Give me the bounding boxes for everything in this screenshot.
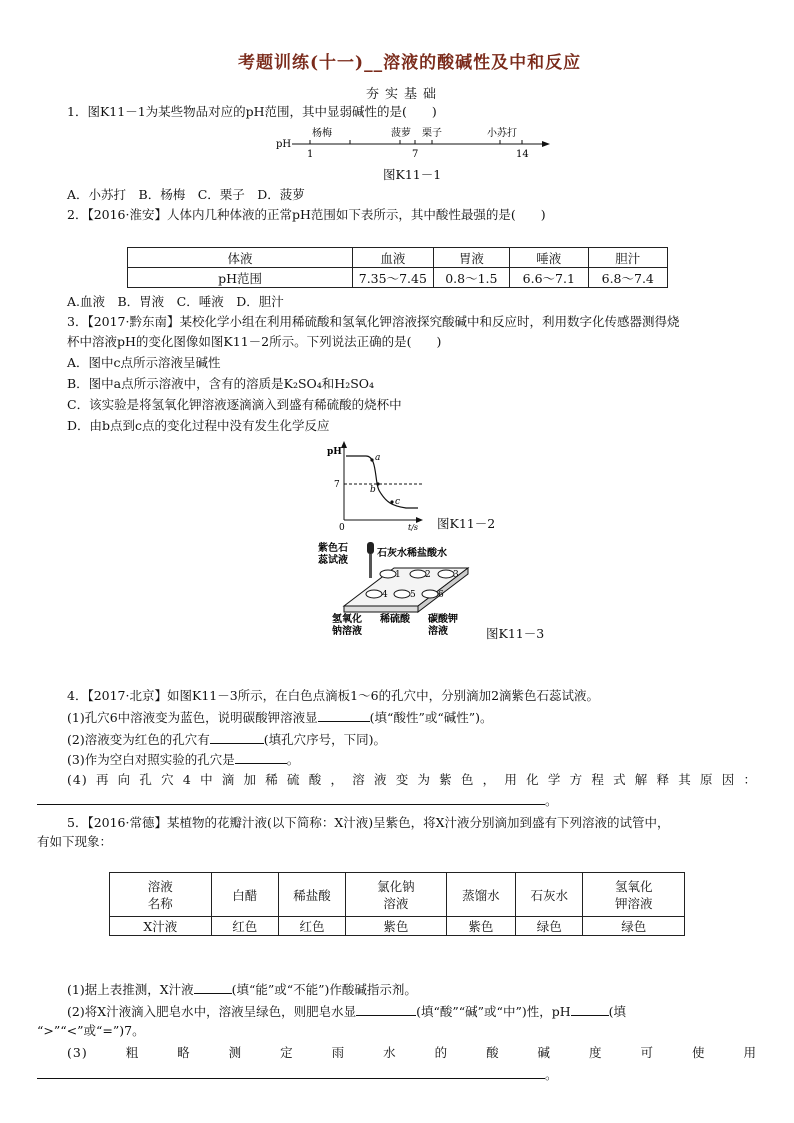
q5-part2-blank-1[interactable] (356, 1003, 416, 1016)
q5-header-cell: 石灰水 (516, 873, 583, 917)
fig3-top-labels: 石灰水稀盐酸水 (377, 548, 447, 559)
q4-part4-answer (37, 792, 558, 809)
q5-part2 (67, 1003, 626, 1020)
q3-point-b (376, 482, 379, 485)
q3-point-c-label: c (395, 497, 401, 507)
q1-axis-arrow (542, 141, 550, 147)
q2-header-cell: 唾液 (510, 248, 588, 268)
fig3-dropper-bulb (367, 542, 374, 554)
q5-header-line: 溶液 (147, 878, 173, 894)
q3-xlabel: t/s (408, 523, 419, 532)
fig3-well-2 (410, 570, 426, 578)
q4-part3-end: 。 (286, 752, 300, 767)
q5-row-cell: 红色 (278, 917, 345, 936)
q5-row-cell: 绿色 (516, 917, 583, 936)
q3-point-b-label: b (370, 485, 376, 495)
q5-row-cell: 红色 (211, 917, 278, 936)
fig3-well-label: 2 (425, 570, 431, 580)
fig3-plate-front (344, 606, 418, 612)
fig3-well-label: 5 (410, 590, 416, 600)
q5-part3-answer (37, 1066, 558, 1083)
fig3-bottom-label-h2so4: 稀硫酸 (380, 614, 410, 625)
q1-axis-label: pH (276, 139, 292, 150)
q1-label-lizi: 栗子 (422, 128, 442, 139)
q3-origin-label: 0 (339, 523, 345, 532)
section-heading: 夯实基础 (366, 87, 443, 102)
q4-part4-end: 。 (545, 793, 558, 808)
q3-point-c (390, 500, 393, 503)
q2-row-cell: 6.6～7.1 (510, 268, 588, 288)
q3-stem-line1: 3．【2017·黔东南】某校化学小组在利用稀硫酸和氢氧化钾溶液探究酸碱中和反应时，利用数字化传感器测得烧 (67, 314, 680, 329)
q5-table (109, 872, 685, 936)
q1-stem: 1．图K11－1为某些物品对应的pH范围，其中显弱碱性的是( ) (67, 104, 437, 119)
q3-y7-label: 7 (334, 480, 340, 490)
q1-label-xiaosuda: 小苏打 (487, 128, 517, 139)
q5-part2-hint: (填“酸”“碱”或“中”)性，pH (416, 1004, 571, 1019)
fig3-bottom-label-naoh-2: 钠溶液 (332, 626, 362, 637)
q4-part4-blank[interactable] (37, 792, 545, 805)
q5-header-line: 溶液 (383, 895, 409, 911)
q1-ph-scale (270, 125, 560, 165)
q2-row-cell: 6.8～7.4 (588, 268, 667, 288)
q1-label-boluo: 菠萝 (391, 128, 411, 139)
q5-part3-blank[interactable] (37, 1066, 545, 1079)
q2-header-cell: 胆汁 (588, 248, 667, 268)
q4-part4: (4)再向孔穴4中滴加稀硫酸，溶液变为紫色，用化学方程式解释其原因： (67, 772, 757, 787)
q5-row-cell: 绿色 (583, 917, 685, 936)
q5-header-cell (346, 873, 446, 917)
q4-part3-text: (3)作为空白对照实验的孔穴是 (67, 752, 235, 767)
fig3-well-6 (422, 590, 438, 598)
q4-part2-text: (2)溶液变为红色的孔穴有 (67, 732, 210, 747)
q5-part2-hint-2: (填 (608, 1004, 626, 1019)
q1-options: A．小苏打 B．杨梅 C．栗子 D．菠萝 (67, 187, 305, 202)
q5-header-cell: 白醋 (211, 873, 278, 917)
fig3-spot-plate (318, 540, 488, 640)
q3-stem-line2: 杯中溶液pH的变化图像如图K11－2所示。下列说法正确的是( ) (67, 334, 442, 349)
fig3-caption: 图K11－3 (486, 626, 545, 641)
q5-part2-text: (2)将X汁液滴入肥皂水中，溶液呈绿色，则肥皂水显 (67, 1004, 357, 1019)
fig3-well-1 (380, 570, 396, 578)
q5-row-cell: X汁液 (110, 917, 212, 936)
q5-part2-blank-2[interactable] (571, 1003, 609, 1016)
q4-part1-hint: (填“酸性”或“碱性”)。 (369, 710, 493, 725)
q2-header-cell: 胃液 (433, 248, 509, 268)
fig3-bottom-label-k2co3: 碳酸钾 (428, 614, 458, 625)
q3-ylabel: pH (327, 447, 342, 457)
q4-part2-blank[interactable] (210, 731, 264, 744)
q1-label-yangmei: 杨梅 (312, 128, 332, 139)
q4-part1-text: (1)孔穴6中溶液变为蓝色，说明碳酸钾溶液显 (67, 710, 318, 725)
q5-part1-text: (1)据上表推测，X汁液 (67, 982, 194, 997)
q4-part3 (67, 751, 299, 768)
q5-part1-hint: (填“能”或“不能”)作酸碱指示剂。 (231, 982, 417, 997)
q2-options: A.血液 B．胃液 C．唾液 D．胆汁 (67, 294, 284, 309)
fig3-dropper-tube (369, 554, 372, 578)
q5-header-line: 氯化钠 (377, 878, 415, 894)
q2-stem: 2．【2016·淮安】人体内几种体液的正常pH范围如下表所示，其中酸性最强的是( ) (67, 207, 546, 222)
q5-header-cell (110, 873, 212, 917)
q3-option-b: B．图中a点所示溶液中，含有的溶质是K₂SO₄和H₂SO₄ (67, 376, 375, 391)
q5-part1-blank[interactable] (194, 981, 232, 994)
q4-part1-blank[interactable] (318, 709, 370, 722)
q4-part2 (67, 731, 386, 748)
q3-y-arrow (341, 441, 347, 448)
q3-ph-graph (322, 440, 432, 532)
q3-option-a: A．图中c点所示溶液呈碱性 (67, 355, 221, 370)
fig3-well-label: 3 (453, 570, 459, 580)
fig3-bottom-label-k2co3-2: 溶液 (428, 626, 448, 637)
q3-option-c: C．该实验是将氢氧化钾溶液逐滴滴入到盛有稀硫酸的烧杯中 (67, 397, 402, 412)
q1-tick-label-7: 7 (412, 149, 419, 160)
q4-part3-blank[interactable] (235, 751, 287, 764)
fig3-litmus-label: 紫色石 (318, 543, 348, 554)
q1-tick-label-1: 1 (307, 149, 314, 160)
q3-point-a-label: a (375, 453, 381, 463)
q5-header-line: 名称 (147, 895, 173, 911)
q2-row-cell: 0.8～1.5 (433, 268, 509, 288)
fig3-bottom-label-naoh: 氢氧化 (332, 614, 362, 625)
q4-part2-hint: (填孔穴序号，下同)。 (263, 732, 386, 747)
q3-curve (346, 456, 418, 508)
fig3-litmus-label-2: 蕊试液 (318, 555, 348, 566)
q2-row-cell: pH范围 (128, 268, 353, 288)
q5-row-cell: 紫色 (446, 917, 515, 936)
page-title: 考题训练(十一)__溶液的酸碱性及中和反应 (238, 53, 582, 73)
fig3-well-3 (438, 570, 454, 578)
q5-part3: (3)粗略测定雨水的酸碱度可使用 (67, 1045, 757, 1060)
fig3-well-label: 1 (395, 570, 401, 580)
q2-header-cell: 血液 (353, 248, 434, 268)
q5-header-cell: 蒸馏水 (446, 873, 515, 917)
q3-point-a (370, 458, 373, 461)
q5-stem-line1: 5．【2016·常德】某植物的花瓣汁液(以下简称：X汁液)呈紫色，将X汁液分别滴加到盛有下列溶液的试管中， (67, 815, 670, 830)
fig3-well-label: 4 (382, 590, 388, 600)
q5-row-cell: 紫色 (346, 917, 446, 936)
q3-caption: 图K11－2 (437, 516, 496, 531)
q1-tick-label-14: 14 (516, 149, 529, 160)
q5-header-line: 钾溶液 (614, 895, 653, 911)
q5-part2-cont: “>”“<”或“=”)7。 (37, 1023, 145, 1038)
q2-header-cell: 体液 (128, 248, 353, 268)
fig3-well-5 (394, 590, 410, 598)
q4-stem: 4．【2017·北京】如图K11－3所示，在白色点滴板1～6的孔穴中，分别滴加2滴紫色石蕊试液。 (67, 688, 600, 703)
q5-header-cell (583, 873, 685, 917)
q5-part3-end: 。 (545, 1067, 558, 1082)
q3-option-d: D．由b点到c点的变化过程中没有发生化学反应 (67, 418, 330, 433)
q5-stem-line2: 有如下现象： (37, 834, 113, 849)
q1-caption: 图K11－1 (383, 167, 442, 182)
q5-header-line: 氢氧化 (614, 878, 653, 894)
q2-table (127, 247, 668, 288)
q4-part1 (67, 709, 493, 726)
fig3-well-label: 6 (438, 590, 444, 600)
q5-part1 (67, 981, 417, 998)
q5-header-cell: 稀盐酸 (278, 873, 345, 917)
q2-row-cell: 7.35～7.45 (353, 268, 434, 288)
fig3-well-4 (366, 590, 382, 598)
